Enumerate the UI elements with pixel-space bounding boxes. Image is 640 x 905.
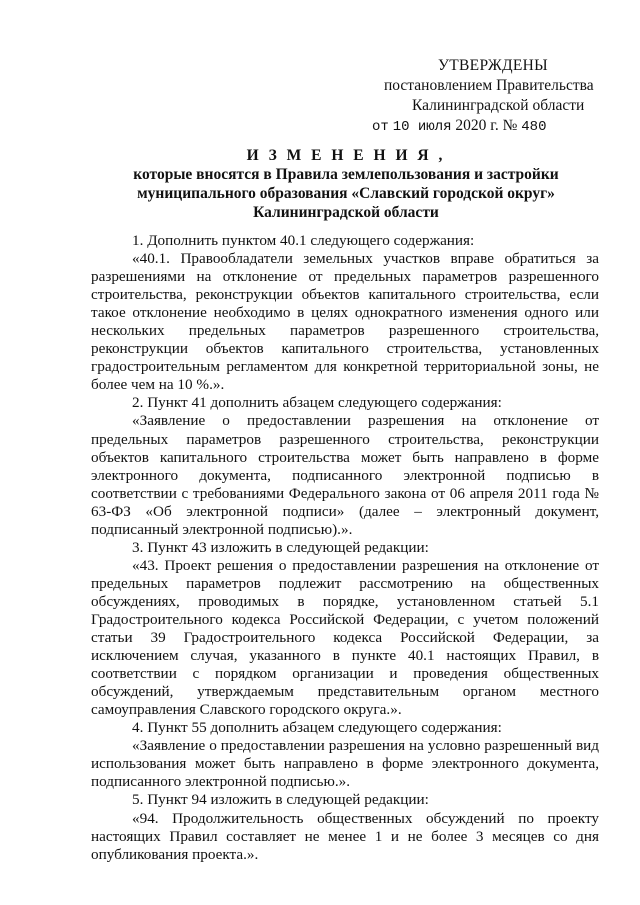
document-heading: И З М Е Н Е Н И Я , bbox=[246, 147, 446, 164]
paragraph-4: «Заявление о предоставлении разрешения на отклонение от предельных параметров разрешенного строительства, реконструкции объектов капитального строительства может быть направлено в форме электронного документа, подписанного электронной подписью в соответствии с требованиями Федерального закона от 06 апреля 2011 года № 63-ФЗ «Об электронной подписи» (далее – электронный документ, подписанный электронной подписью).». bbox=[91, 412, 599, 538]
paragraph-7: 4. Пункт 55 дополнить абзацем следующего содержания: bbox=[132, 719, 502, 737]
approval-number-value: 480 bbox=[521, 119, 547, 135]
paragraph-8: «Заявление о предоставлении разрешения на условно разрешенный вид использования может быть направлено в форме электронного документа, подписанного электронной подписью.». bbox=[91, 737, 599, 791]
paragraph-1: 1. Дополнить пунктом 40.1 следующего содержания: bbox=[132, 232, 475, 249]
paragraph-5: 3. Пункт 43 изложить в следующей редакции: bbox=[132, 538, 429, 556]
approval-number-sign: № bbox=[502, 117, 518, 134]
paragraph-3: 2. Пункт 41 дополнить абзацем следующего содержания: bbox=[132, 394, 502, 412]
approval-date-prefix: от bbox=[372, 119, 389, 135]
approval-line-2: Калининградской области bbox=[412, 97, 585, 114]
approval-date-value: 10 июля bbox=[392, 119, 452, 135]
approval-title: УТВЕРЖДЕНЫ bbox=[438, 57, 548, 74]
paragraph-6: «43. Проект решения о предоставлении разрешения на отклонение от предельных параметров подлежит рассмотрению на общественных обсуждениях, проводимых в порядке, установленном статьей 5.1 Градостроительного кодекса Российской Федерации, с учетом положений статьи 39 Градостроительного кодекса Российской Федерации, за исключением случая, указанного в пункте 40.1 настоящих Правил, в соответствии с порядком организации и проведения общественных обсуждений, утверждаемым представительным органом местного самоуправления Славского городского округа.». bbox=[91, 556, 599, 719]
approval-line-1: постановлением Правительства bbox=[384, 77, 594, 94]
paragraph-2: «40.1. Правообладатели земельных участков вправе обратиться за разрешениями на отклонение от предельных параметров разрешенного строительства, реконструкции объектов капитального строительства, если такое отклонение необходимо в целях однократного изменения одного или нескольких предельных параметров разрешенного строительства, реконструкции объектов капитального строительства, установленных градостроительным регламентом для конкретной территориальной зоны, не более чем на 10 %.». bbox=[91, 250, 599, 394]
approval-date-line bbox=[372, 116, 612, 137]
title-line-2: муниципального образования «Славский городской округ» bbox=[137, 185, 555, 202]
approval-year: 2020 г. bbox=[455, 117, 499, 134]
title-line-3: Калининградской области bbox=[253, 204, 439, 221]
paragraph-10: «94. Продолжительность общественных обсуждений по проекту настоящих Правил составляет не менее 1 и не более 3 месяцев со дня опубликования проекта.». bbox=[91, 809, 599, 863]
document-title-block bbox=[96, 146, 596, 222]
title-line-1: которые вносятся в Правила землепользования и застройки bbox=[133, 166, 559, 183]
paragraph-9: 5. Пункт 94 изложить в следующей редакции: bbox=[132, 791, 429, 809]
approval-stamp bbox=[372, 56, 612, 137]
document-body bbox=[91, 232, 599, 864]
